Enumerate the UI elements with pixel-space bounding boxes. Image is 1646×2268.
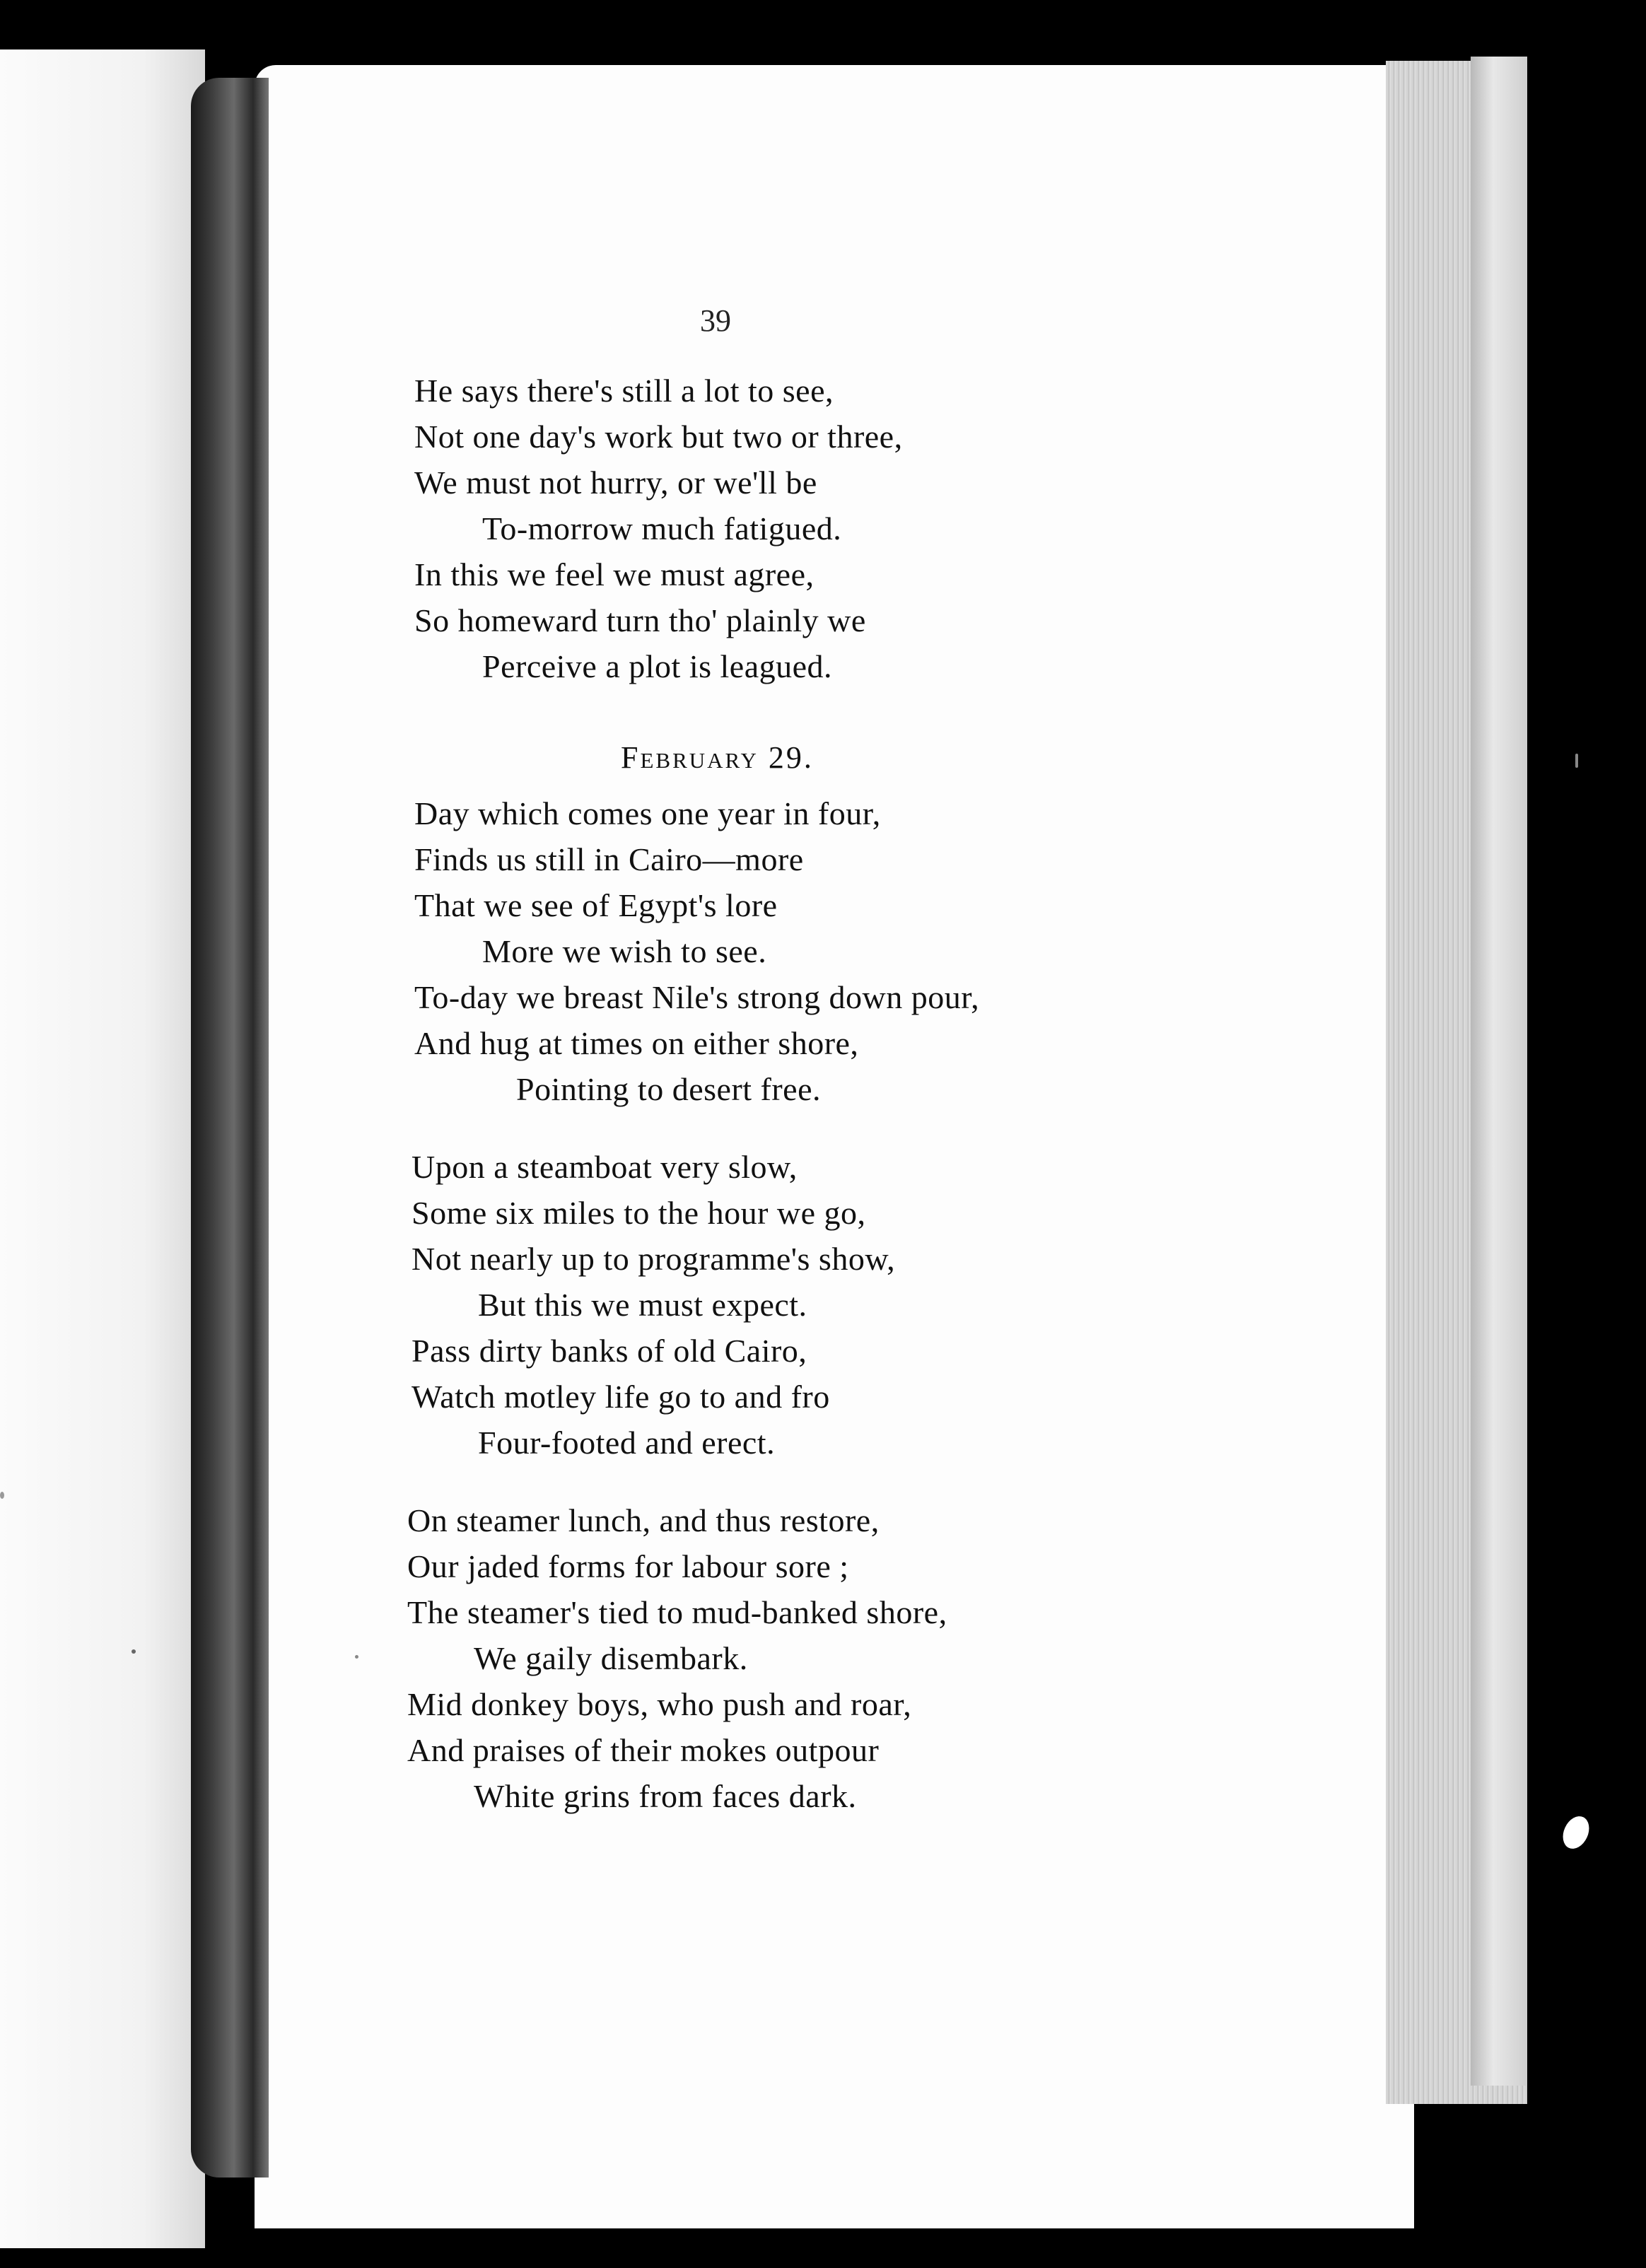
- poem-line: To-morrow much fatigued.: [482, 510, 842, 546]
- poem-line: And praises of their mokes outpour: [407, 1732, 880, 1768]
- scan-speck: [355, 1655, 358, 1659]
- poem-line: That we see of Egypt's lore: [414, 887, 778, 923]
- poem-line: White grins from faces dark.: [474, 1778, 857, 1814]
- book-gutter: [191, 78, 269, 2178]
- poem-line: We must not hurry, or we'll be: [414, 464, 817, 501]
- poem-line: Some six miles to the hour we go,: [412, 1195, 866, 1231]
- poem-line: We gaily disembark.: [474, 1640, 748, 1676]
- poem-line: Not nearly up to programme's show,: [412, 1241, 896, 1277]
- poem-line: To-day we breast Nile's strong down pour,: [414, 979, 980, 1015]
- poem-line: He says there's still a lot to see,: [414, 373, 834, 409]
- poem-line: So homeward turn tho' plainly we: [414, 602, 866, 638]
- poem-line: In this we feel we must agree,: [414, 556, 815, 592]
- scan-speck: [0, 1492, 4, 1499]
- poem-line: And hug at times on either shore,: [414, 1025, 859, 1061]
- poem-line: On steamer lunch, and thus restore,: [407, 1502, 880, 1538]
- poem-line: Perceive a plot is leagued.: [482, 648, 833, 684]
- poem-line: More we wish to see.: [482, 933, 767, 969]
- poem-line: Watch motley life go to and fro: [412, 1379, 830, 1415]
- poem-line: But this we must expect.: [478, 1287, 807, 1323]
- section-heading: February 29.: [621, 740, 814, 775]
- left-page: [0, 49, 205, 2248]
- poem-line: Mid donkey boys, who push and roar,: [407, 1686, 912, 1722]
- page-number: 39: [700, 303, 731, 338]
- poem-line: Not one day's work but two or three,: [414, 419, 903, 455]
- poem-line: Upon a steamboat very slow,: [412, 1149, 798, 1185]
- poem-line: Four-footed and erect.: [478, 1425, 776, 1461]
- page-fore-edge-outer: [1471, 57, 1527, 2086]
- poem-line: Pointing to desert free.: [516, 1071, 822, 1107]
- poem-line: The steamer's tied to mud-banked shore,: [407, 1594, 947, 1630]
- poem-line: Finds us still in Cairo—more: [414, 841, 804, 877]
- poem-line: Our jaded forms for labour sore ;: [407, 1548, 849, 1584]
- scan-blot: [1558, 1812, 1594, 1853]
- poem-line: Pass dirty banks of old Cairo,: [412, 1333, 807, 1369]
- scan-speck: [1575, 754, 1578, 768]
- scan-speck: [132, 1649, 136, 1654]
- poem-line: Day which comes one year in four,: [414, 795, 881, 831]
